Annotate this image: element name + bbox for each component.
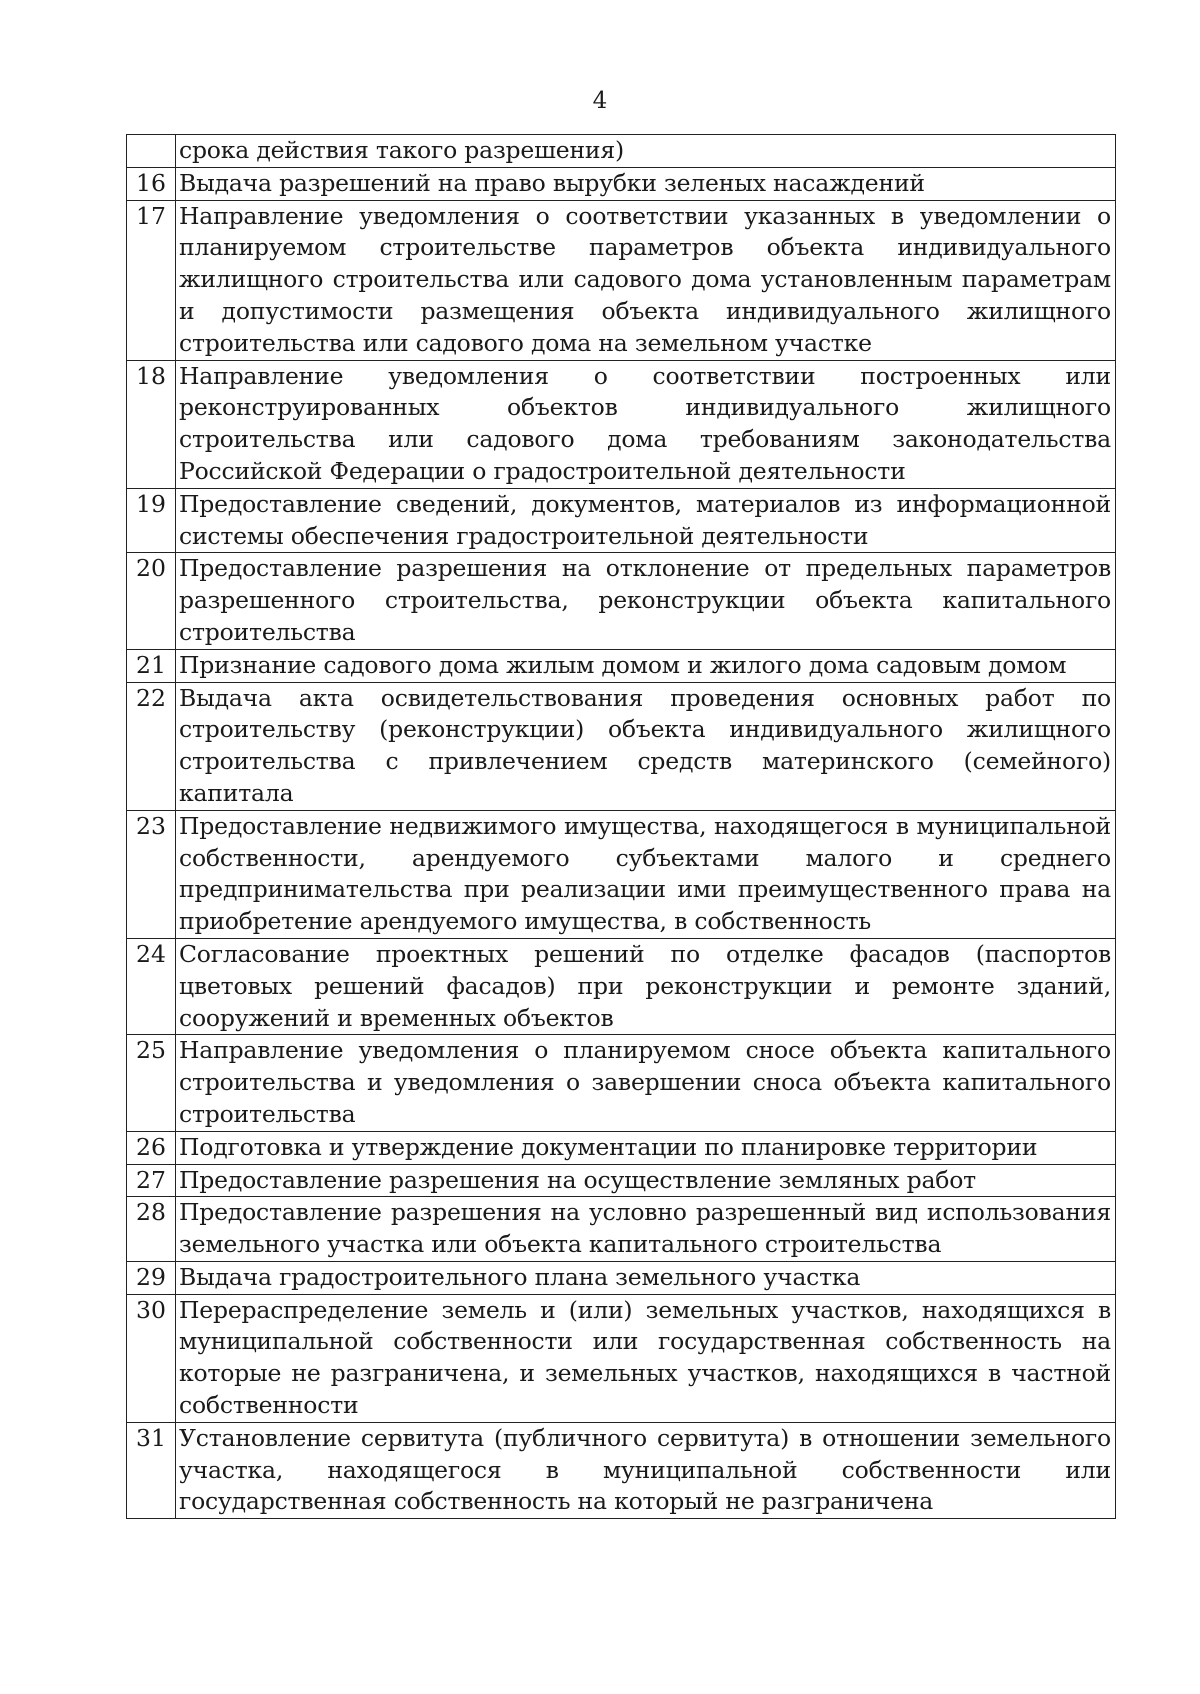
service-name: срока действия такого разрешения) xyxy=(176,135,1116,168)
table-row xyxy=(127,682,1116,810)
table-row xyxy=(127,1422,1116,1518)
row-number: 18 xyxy=(127,360,176,488)
row-number: 29 xyxy=(127,1261,176,1294)
table-row xyxy=(127,1035,1116,1131)
table-row xyxy=(127,810,1116,938)
table-row xyxy=(127,488,1116,553)
row-number: 19 xyxy=(127,488,176,553)
service-name: Предоставление недвижимого имущества, находящегося в муниципальной собственности, арендуемого субъектами малого и среднего предпринимательства при реализации ими преимущественного права на приобретение арендуемого имущества, в собственность xyxy=(176,810,1116,938)
service-name: Перераспределение земель и (или) земельных участков, находящихся в муниципальной собственности или государственная собственность на которые не разграничена, и земельных участков, находящихся в частной собственности xyxy=(176,1294,1116,1422)
page-number: 4 xyxy=(592,88,608,114)
table-row xyxy=(127,1294,1116,1422)
table-row xyxy=(127,1164,1116,1197)
row-number: 30 xyxy=(127,1294,176,1422)
row-number: 31 xyxy=(127,1422,176,1518)
service-name: Выдача градостроительного плана земельного участка xyxy=(176,1261,1116,1294)
service-name: Выдача акта освидетельствования проведения основных работ по строительству (реконструкции) объекта индивидуального жилищного строительства с привлечением средств материнского (семейного) капитала xyxy=(176,682,1116,810)
service-name: Признание садового дома жилым домом и жилого дома садовым домом xyxy=(176,649,1116,682)
service-name: Предоставление разрешения на отклонение от предельных параметров разрешенного строительства, реконструкции объекта капитального строительства xyxy=(176,553,1116,649)
service-name: Направление уведомления о соответствии указанных в уведомлении о планируемом строительстве параметров объекта индивидуального жилищного строительства или садового дома установленным параметрам и допустимости размещения объекта индивидуального жилищного строительства или садового дома на земельном участке xyxy=(176,200,1116,360)
row-number: 25 xyxy=(127,1035,176,1131)
service-name: Подготовка и утверждение документации по планировке территории xyxy=(176,1131,1116,1164)
row-number: 17 xyxy=(127,200,176,360)
row-number: 24 xyxy=(127,938,176,1034)
row-number: 21 xyxy=(127,649,176,682)
service-name: Согласование проектных решений по отделке фасадов (паспортов цветовых решений фасадов) при реконструкции и ремонте зданий, сооружений и временных объектов xyxy=(176,938,1116,1034)
row-number: 23 xyxy=(127,810,176,938)
table-row xyxy=(127,553,1116,649)
row-number: 27 xyxy=(127,1164,176,1197)
service-name: Направление уведомления о планируемом сносе объекта капитального строительства и уведомления о завершении сноса объекта капитального строительства xyxy=(176,1035,1116,1131)
table-row xyxy=(127,360,1116,488)
service-name: Выдача разрешений на право вырубки зеленых насаждений xyxy=(176,167,1116,200)
row-number xyxy=(127,135,176,168)
service-name: Установление сервитута (публичного сервитута) в отношении земельного участка, находящегося в муниципальной собственности или государственная собственность на который не разграничена xyxy=(176,1422,1116,1518)
row-number: 28 xyxy=(127,1197,176,1262)
table-row xyxy=(127,200,1116,360)
table-row xyxy=(127,1131,1116,1164)
table-row xyxy=(127,1261,1116,1294)
row-number: 16 xyxy=(127,167,176,200)
table-row xyxy=(127,938,1116,1034)
table-row xyxy=(127,649,1116,682)
row-number: 26 xyxy=(127,1131,176,1164)
service-name: Направление уведомления о соответствии построенных или реконструированных объектов индивидуального жилищного строительства или садового дома требованиям законодательства Российской Федерации о градостроительной деятельности xyxy=(176,360,1116,488)
services-table xyxy=(126,134,1116,1519)
service-name: Предоставление разрешения на осуществление земляных работ xyxy=(176,1164,1116,1197)
table-row xyxy=(127,135,1116,168)
service-name: Предоставление сведений, документов, материалов из информационной системы обеспечения градостроительной деятельности xyxy=(176,488,1116,553)
row-number: 22 xyxy=(127,682,176,810)
table-row xyxy=(127,1197,1116,1262)
service-name: Предоставление разрешения на условно разрешенный вид использования земельного участка или объекта капитального строительства xyxy=(176,1197,1116,1262)
row-number: 20 xyxy=(127,553,176,649)
table-row xyxy=(127,167,1116,200)
